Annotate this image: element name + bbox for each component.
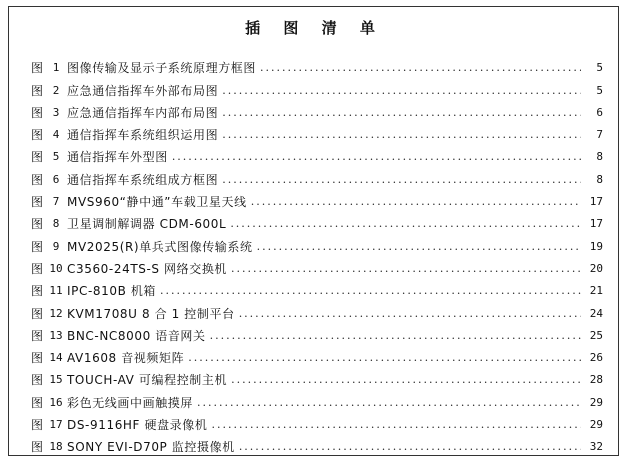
- toc-entry: [31, 321, 603, 343]
- figure-prefix: 图: [31, 418, 44, 433]
- figure-caption: 通信指挥车系统组成方框图: [67, 172, 219, 187]
- toc-entry: [31, 254, 603, 276]
- figure-number: 12: [49, 306, 63, 320]
- figure-caption: C3560-24TS-S 网络交换机: [67, 261, 228, 276]
- page-title: 插 图 清 单: [245, 19, 384, 37]
- dot-leader: [222, 84, 581, 98]
- dot-leader: [172, 150, 581, 164]
- figure-caption: 应急通信指挥车外部布局图: [67, 83, 219, 98]
- toc-entry: [31, 142, 603, 164]
- dot-leader: [222, 106, 581, 120]
- page-number: 6: [596, 105, 603, 119]
- figure-number: 2: [52, 83, 60, 97]
- page-number: 29: [589, 418, 603, 432]
- figure-caption: 通信指挥车系统组织运用图: [67, 128, 219, 143]
- toc-entry: [31, 276, 603, 298]
- page-number: 8: [596, 150, 603, 164]
- dot-leader: [257, 240, 581, 254]
- page-number: 5: [596, 61, 603, 75]
- figure-prefix: 图: [31, 351, 44, 366]
- figure-number: 8: [52, 217, 60, 231]
- page-number: 28: [589, 373, 603, 387]
- dot-leader: [251, 195, 581, 209]
- figure-number: 11: [49, 284, 63, 298]
- dot-leader: [239, 440, 581, 454]
- toc-entry: [31, 209, 603, 231]
- figure-caption: DS-9116HF 硬盘录像机: [67, 418, 208, 433]
- figure-number: 3: [52, 105, 60, 119]
- figure-number: 4: [52, 128, 60, 142]
- page-number: 8: [596, 172, 603, 186]
- figure-prefix: 图: [31, 284, 44, 299]
- page-number: 32: [589, 440, 603, 454]
- figure-prefix: 图: [31, 395, 44, 410]
- figure-prefix: 图: [31, 105, 44, 120]
- figure-list: [31, 53, 603, 454]
- dot-leader: [260, 61, 581, 75]
- dot-leader: [231, 373, 581, 387]
- page-number: 24: [589, 306, 603, 320]
- figure-prefix: 图: [31, 195, 44, 210]
- page-number: 20: [589, 261, 603, 275]
- figure-caption: 卫星调制解调器 CDM-600L: [67, 217, 227, 232]
- figure-caption: IPC-810B 机箱: [67, 284, 157, 299]
- figure-caption: SONY EVI-D70P 监控摄像机: [67, 440, 235, 455]
- figure-prefix: 图: [31, 261, 44, 276]
- toc-entry: [31, 410, 603, 432]
- toc-entry: [31, 98, 603, 120]
- toc-entry: [31, 187, 603, 209]
- figure-caption: MVS960“静中通”车载卫星天线: [67, 195, 247, 210]
- toc-entry: [31, 298, 603, 320]
- figure-number: 16: [49, 395, 63, 409]
- toc-entry: [31, 387, 603, 409]
- toc-entry: [31, 120, 603, 142]
- figure-number: 6: [52, 172, 60, 186]
- page-number: 19: [589, 239, 603, 253]
- figure-prefix: 图: [31, 128, 44, 143]
- dot-leader: [222, 173, 581, 187]
- figure-number: 17: [49, 418, 63, 432]
- figure-caption: 图像传输及显示子系统原理方框图: [67, 61, 257, 76]
- toc-entry: [31, 343, 603, 365]
- figure-prefix: 图: [31, 83, 44, 98]
- dot-leader: [188, 351, 581, 365]
- figure-number: 15: [49, 373, 63, 387]
- toc-entry: [31, 75, 603, 97]
- figure-prefix: 图: [31, 373, 44, 388]
- figure-number: 18: [49, 440, 63, 454]
- page-number: 17: [589, 195, 603, 209]
- figure-number: 9: [52, 239, 60, 253]
- figure-caption: MV2025(R)单兵式图像传输系统: [67, 239, 253, 254]
- figure-number: 13: [49, 328, 63, 342]
- figure-number: 5: [52, 150, 60, 164]
- page-number: 25: [589, 328, 603, 342]
- figure-caption: KVM1708U 8 合 1 控制平台: [67, 306, 235, 321]
- toc-entry: [31, 432, 603, 454]
- figure-prefix: 图: [31, 440, 44, 455]
- figure-caption: 应急通信指挥车内部布局图: [67, 105, 219, 120]
- figure-prefix: 图: [31, 328, 44, 343]
- dot-leader: [211, 418, 581, 432]
- figure-caption: BNC-NC8000 语音网关: [67, 328, 206, 343]
- figure-prefix: 图: [31, 239, 44, 254]
- figure-caption: AV1608 音视频矩阵: [67, 351, 185, 366]
- figure-number: 7: [52, 195, 60, 209]
- figure-number: 14: [49, 351, 63, 365]
- document-frame: [8, 6, 619, 456]
- figure-prefix: 图: [31, 61, 44, 76]
- page-number: 7: [596, 128, 603, 142]
- toc-entry: [31, 53, 603, 75]
- dot-leader: [210, 329, 581, 343]
- dot-leader: [231, 262, 581, 276]
- toc-entry: [31, 231, 603, 253]
- dot-leader: [197, 396, 581, 410]
- figure-number: 10: [49, 261, 63, 275]
- page-number: 5: [596, 83, 603, 97]
- figure-caption: 通信指挥车外型图: [67, 150, 168, 165]
- figure-caption: TOUCH-AV 可编程控制主机: [67, 373, 228, 388]
- page-number: 29: [589, 395, 603, 409]
- dot-leader: [230, 217, 581, 231]
- toc-entry: [31, 365, 603, 387]
- toc-entry: [31, 164, 603, 186]
- page-number: 26: [589, 351, 603, 365]
- page-number: 21: [589, 284, 603, 298]
- figure-prefix: 图: [31, 150, 44, 165]
- figure-prefix: 图: [31, 172, 44, 187]
- dot-leader: [160, 284, 581, 298]
- figure-prefix: 图: [31, 217, 44, 232]
- figure-caption: 彩色无线画中画触摸屏: [67, 395, 194, 410]
- figure-prefix: 图: [31, 306, 44, 321]
- dot-leader: [239, 307, 581, 321]
- dot-leader: [222, 128, 581, 142]
- figure-number: 1: [52, 61, 60, 75]
- page-number: 17: [589, 217, 603, 231]
